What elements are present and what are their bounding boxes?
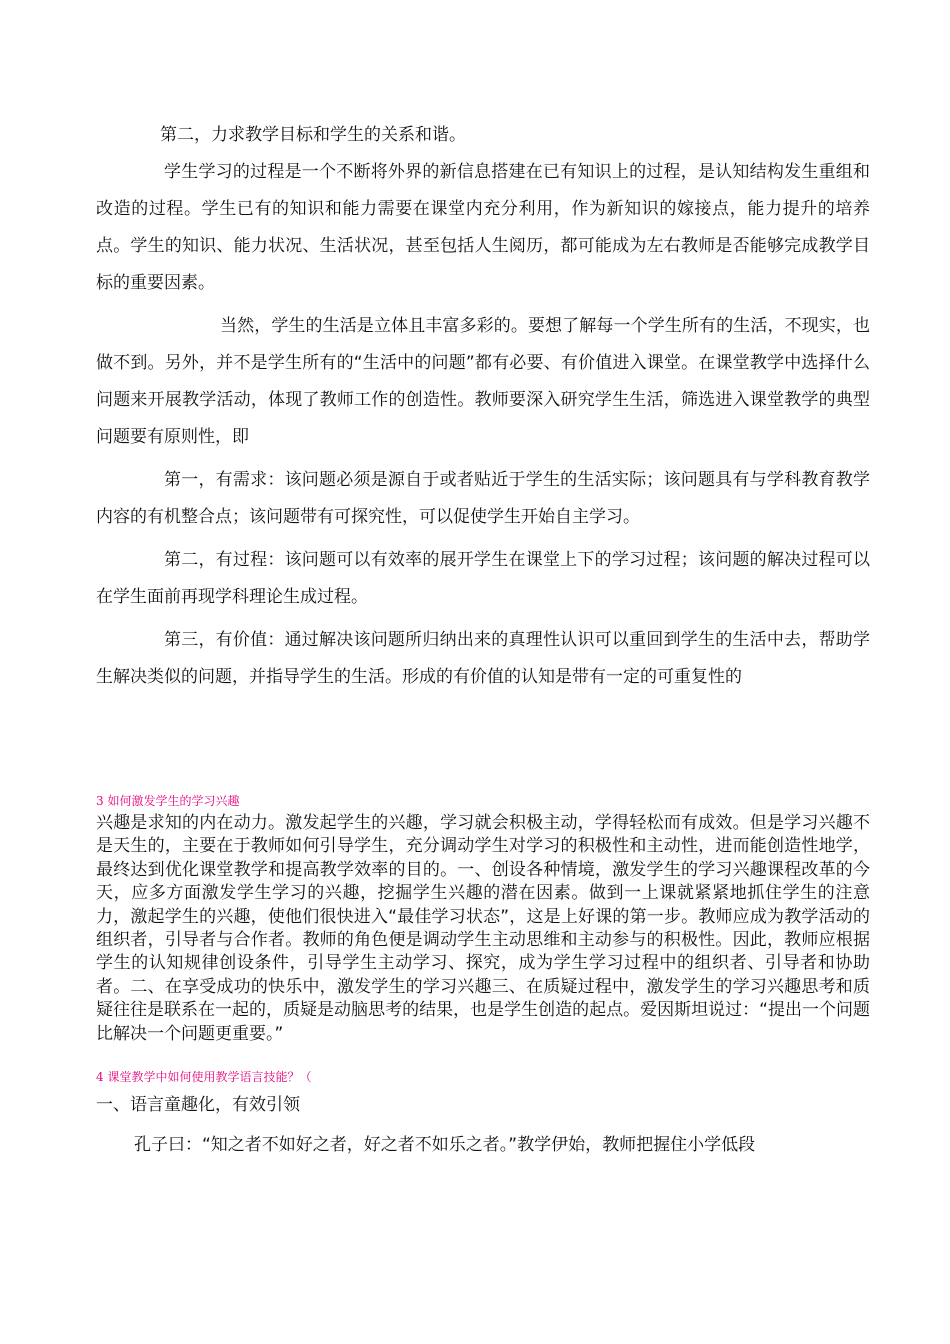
section-learning-interest [96, 790, 870, 1046]
paragraph: 第一，有需求：该问题必须是源自于或者贴近于学生的生活实际；该问题具有与学科教育教学内容的有机整合点；该问题带有可探究性，可以促使学生开始自主学习。 [96, 470, 870, 527]
section-teaching-language [96, 1066, 870, 1160]
paragraph: 孔子曰：“知之者不如好之者，好之者不如乐之者。”教学伊始，教师把握住小学低段 [134, 1135, 756, 1155]
paragraph: 第二，有过程：该问题可以有效率的展开学生在课堂上下的学习过程；该问题的解决过程可以在学生面前再现学科理论生成过程。 [96, 550, 870, 607]
paragraph: 当然，学生的生活是立体且丰富多彩的。要想了解每一个学生所有的生活，不现实，也做不到。另外，并不是学生所有的“生活中的问题”都有必要、有价值进入课堂。在课堂教学中选择什么问题来开展教学活动，体现了教师工作的创造性。教师要深入研究学生生活，筛选进入课堂教学的典型问题要有原则性，即 [96, 316, 870, 447]
paragraph: 学生学习的过程是一个不断将外界的新信息搭建在已有知识上的过程，是认知结构发生重组和改造的过程。学生已有的知识和能力需要在课堂内充分利用，作为新知识的嫁接点，能力提升的培养点。学生的知识、能力状况、生活状况，甚至包括人生阅历，都可能成为左右教师是否能够完成教学目标的重要因素。 [96, 162, 870, 293]
paragraph: 兴趣是求知的内在动力。激发起学生的兴趣，学习就会积极主动，学得轻松而有成效。但是学习兴趣不是天生的，主要在于教师如何引导学生，充分调动学生对学习的积极性和主动性，进而能创造性地学，最终达到优化课堂教学和提高教学效率的目的。一、创设各种情境，激发学生的学习兴趣课程改革的今天，应多方面激发学生学习的兴趣，挖掘学生兴趣的潜在因素。做到一上课就紧紧地抓住学生的注意力，激起学生的兴趣，使他们很快进入“最佳学习状态”，这是上好课的第一步。教师应成为教学活动的组织者，引导者与合作者。教师的角色便是调动学生主动思维和主动参与的积极性。因此，教师应根据学生的认知规律创设条件，引导学生主动学习、探究，成为学生学习过程中的组织者、引导者和协助者。二、在享受成功的快乐中，激发学生的学习兴趣三、在质疑过程中，激发学生的学习兴趣思考和质疑往往是联系在一起的，质疑是动脑思考的结果，也是学生创造的起点。爱因斯坦说过：“提出一个问题比解决一个问题更重要。” [96, 813, 870, 1044]
section-teaching-goals [96, 117, 870, 696]
subheading: 一、语言童趣化，有效引领 [96, 1095, 300, 1115]
section-heading: 3 如何激发学生的学习兴趣 [96, 794, 240, 808]
section-heading: 第二，力求教学目标和学生的关系和谐。 [160, 125, 466, 145]
section-heading: 4 课堂教学中如何使用教学语言技能？（ [96, 1070, 312, 1084]
paragraph: 第三，有价值：通过解决该问题所归纳出来的真理性认识可以重回到学生的生活中去，帮助学生解决类似的问题，并指导学生的生活。形成的有价值的认知是带有一定的可重复性的 [96, 630, 870, 687]
